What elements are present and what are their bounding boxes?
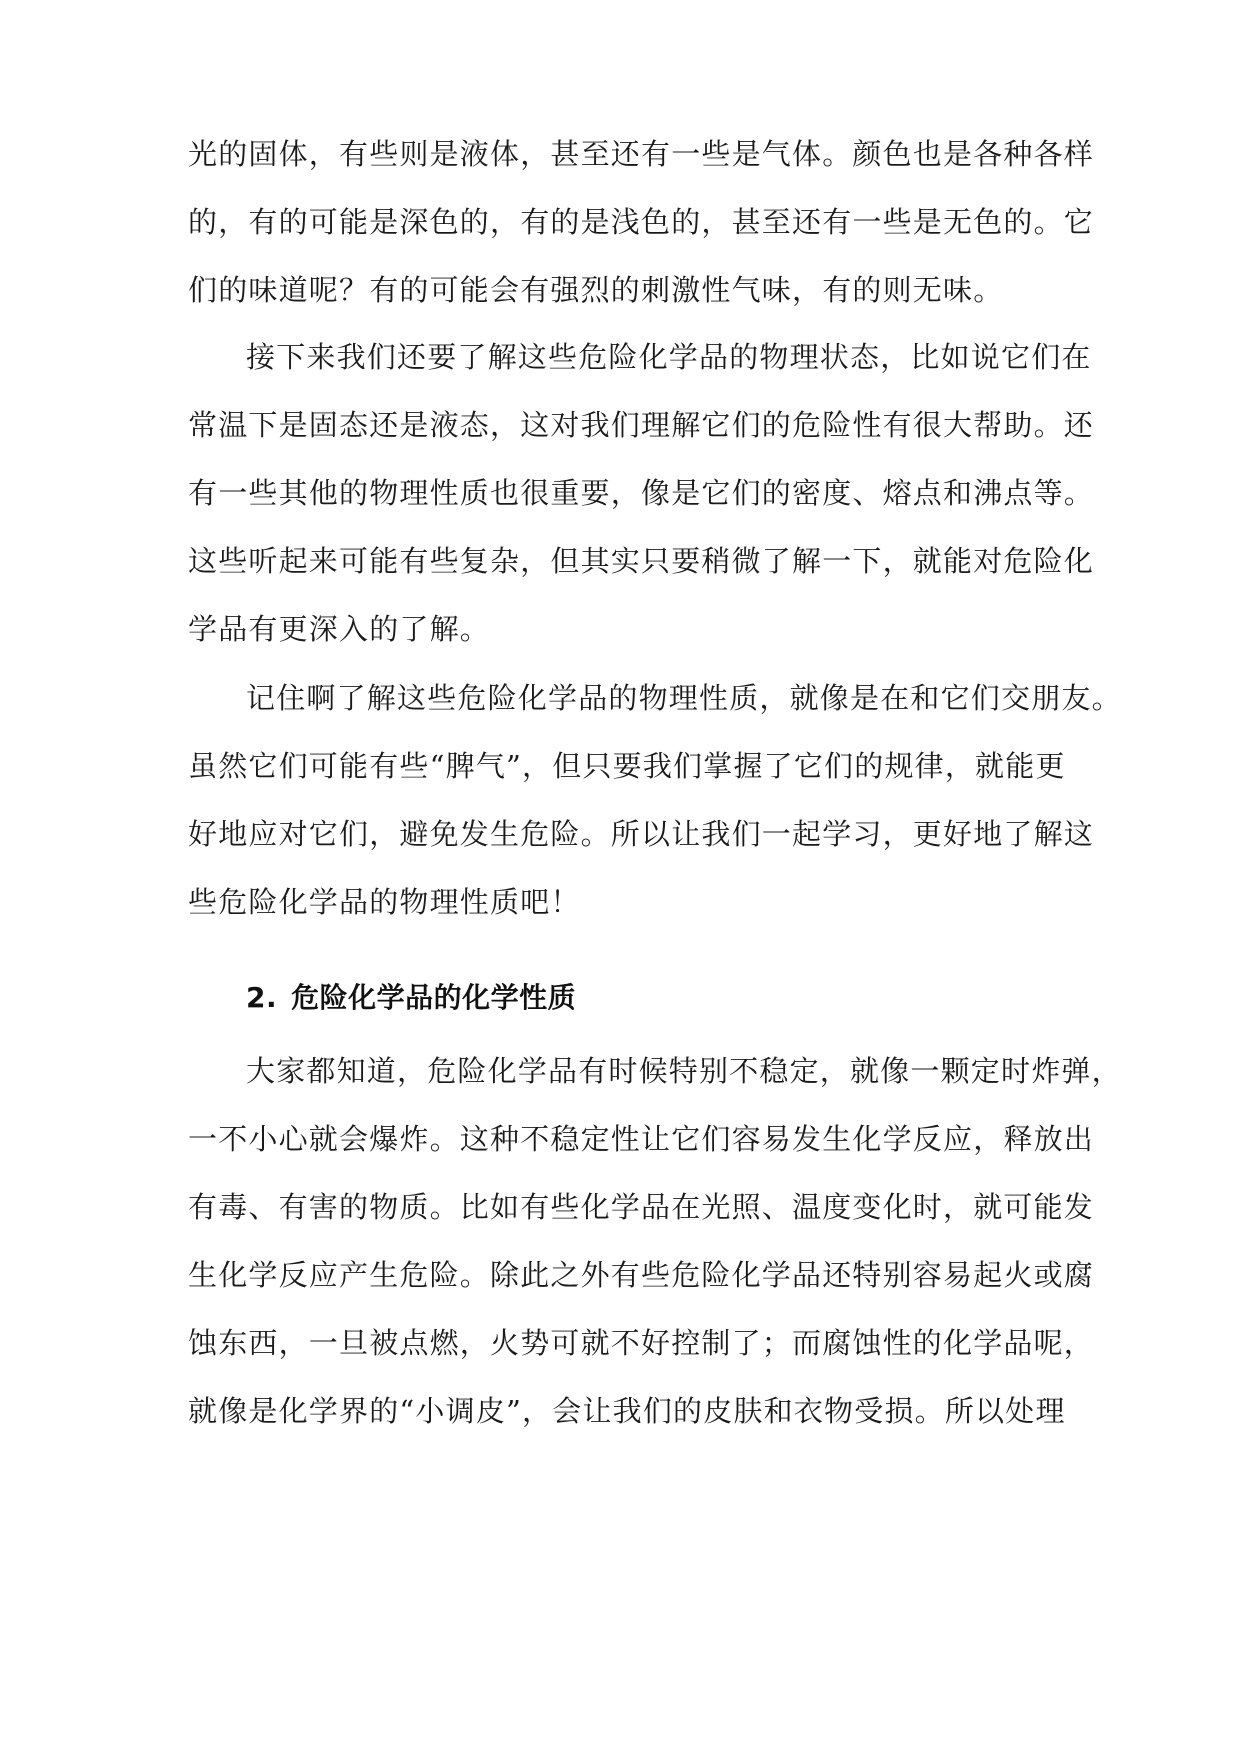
paragraph-line: 生化学反应产生危险。除此之外有些危险化学品还特别容易起火或腐 xyxy=(188,1258,1095,1292)
section-heading xyxy=(246,978,576,1018)
paragraph-line: 常温下是固态还是液态，这对我们理解它们的危险性有很大帮助。还 xyxy=(188,408,1095,442)
paragraph-line: 的，有的可能是深色的，有的是浅色的，甚至还有一些是无色的。它 xyxy=(188,205,1095,239)
paragraph-line: 光的固体，有些则是液体，甚至还有一些是气体。颜色也是各种各样 xyxy=(188,137,1095,171)
paragraph-line: 接下来我们还要了解这些危险化学品的物理状态，比如说它们在 xyxy=(246,340,1092,374)
paragraph-line: 们的味道呢？有的可能会有强烈的刺激性气味，有的则无味。 xyxy=(188,273,1004,307)
paragraph-line: 就像是化学界的“小调皮”，会让我们的皮肤和衣物受损。所以处理 xyxy=(188,1394,1066,1428)
paragraph-line: 记住啊了解这些危险化学品的物理性质，就像是在和它们交朋友。 xyxy=(246,681,1122,715)
paragraph-line: 虽然它们可能有些“脾气”，但只要我们掌握了它们的规律，就能更 xyxy=(188,749,1066,783)
paragraph-line: 蚀东西，一旦被点燃，火势可就不好控制了；而腐蚀性的化学品呢， xyxy=(188,1326,1095,1360)
paragraph-line: 这些听起来可能有些复杂，但其实只要稍微了解一下，就能对危险化 xyxy=(188,544,1095,578)
section-heading-number: 2. xyxy=(246,981,278,1014)
paragraph-line: 好地应对它们，避免发生危险。所以让我们一起学习，更好地了解这 xyxy=(188,817,1095,851)
paragraph-line: 大家都知道，危险化学品有时候特别不稳定，就像一颗定时炸弹， xyxy=(246,1054,1122,1088)
section-heading-title: 危险化学品的化学性质 xyxy=(291,981,577,1014)
paragraph-line: 学品有更深入的了解。 xyxy=(188,612,491,646)
paragraph-line: 有一些其他的物理性质也很重要，像是它们的密度、熔点和沸点等。 xyxy=(188,476,1095,510)
paragraph-line: 些危险化学品的物理性质吧！ xyxy=(188,885,581,919)
paragraph-line: 一不小心就会爆炸。这种不稳定性让它们容易发生化学反应，释放出 xyxy=(188,1122,1095,1156)
paragraph-line: 有毒、有害的物质。比如有些化学品在光照、温度变化时，就可能发 xyxy=(188,1190,1095,1224)
